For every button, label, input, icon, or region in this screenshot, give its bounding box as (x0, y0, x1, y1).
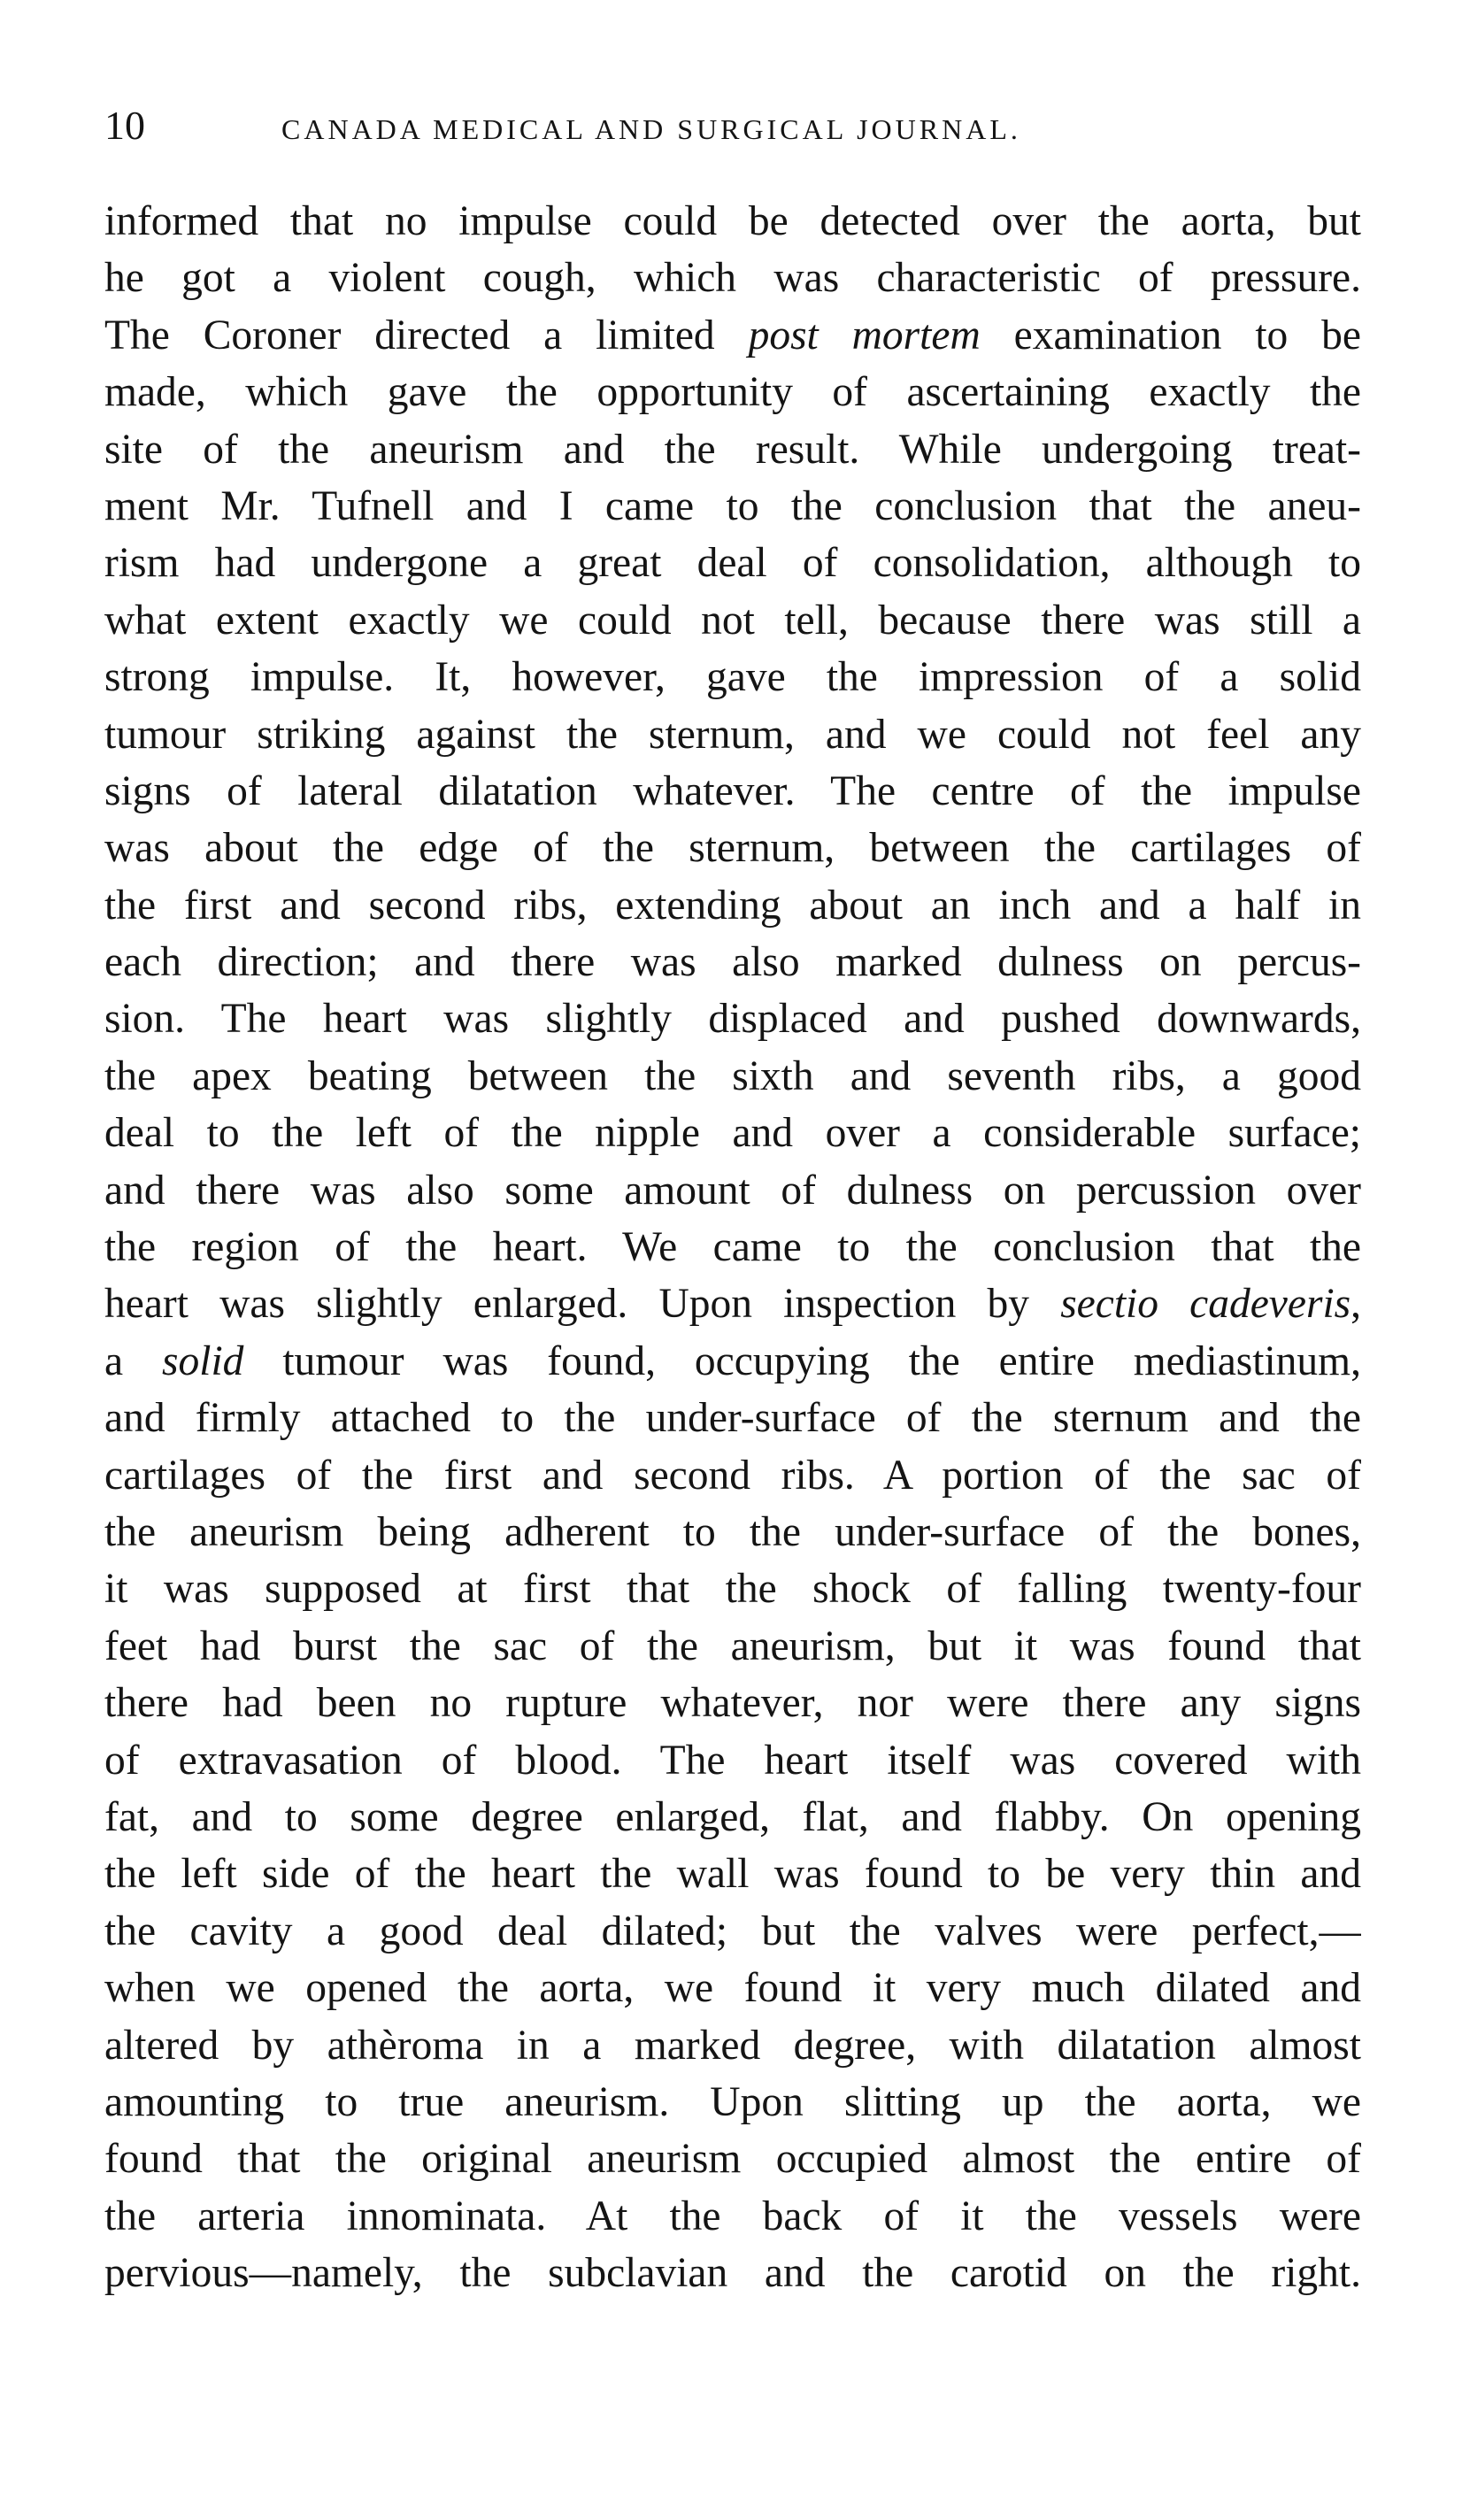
text-line: the first and second ribs, extending about an inch and a half in (104, 882, 1361, 929)
text-line: what extent exactly we could not tell, because there was still a (104, 597, 1361, 643)
text-line: feet had burst the sac of the aneurism, but it was found that (104, 1622, 1361, 1669)
text-line: the apex beating between the sixth and seventh ribs, a good (104, 1052, 1361, 1099)
text-line: ment Mr. Tufnell and I came to the conclusion that the aneu- (104, 482, 1361, 529)
text-line: he got a violent cough, which was characteristic of pressure. (104, 255, 1361, 302)
text-line: tumour striking against the sternum, and we could not feel any (104, 711, 1361, 758)
text-line: found that the original aneurism occupied almost the entire of (104, 2136, 1361, 2183)
text-line: heart was slightly enlarged. Upon inspection by sectio cadeveris, (104, 1281, 1361, 1328)
text-line: each direction; and there was also marked dulness on percus- (104, 939, 1361, 986)
text-line: of extravasation of blood. The heart itself was covered with (104, 1737, 1361, 1784)
page-number: 10 (104, 103, 145, 148)
text-line: amounting to true aneurism. Upon slitting up the aorta, we (104, 2078, 1361, 2125)
text-line: the cavity a good deal dilated; but the valves were perfect,— (104, 1907, 1361, 1954)
text-line: pervious—namely, the subclavian and the carotid on the right. (104, 2250, 1361, 2297)
text-line: strong impulse. It, however, gave the impression of a solid (104, 654, 1361, 701)
text-line: made, which gave the opportunity of ascertaining exactly the (104, 369, 1361, 416)
text-line: the region of the heart. We came to the conclusion that the (104, 1224, 1361, 1271)
text-line: site of the aneurism and the result. While undergoing treat- (104, 426, 1361, 473)
text-line: the aneurism being adherent to the under-surface of the bones, (104, 1508, 1361, 1555)
text-line: sion. The heart was slightly displaced and pushed downwards, (104, 996, 1361, 1043)
text-line: and there was also some amount of dulness on percussion over (104, 1167, 1361, 1214)
text-line: the left side of the heart the wall was found to be very thin and (104, 1851, 1361, 1898)
text-line: there had been no rupture whatever, nor were there any signs (104, 1680, 1361, 1727)
text-line: deal to the left of the nipple and over a considerable surface; (104, 1110, 1361, 1157)
text-line: the arteria innominata. At the back of it the vessels were (104, 2192, 1361, 2239)
text-line: signs of lateral dilatation whatever. The centre of the impulse (104, 767, 1361, 814)
text-line: it was supposed at first that the shock of falling twenty-four (104, 1566, 1361, 1613)
running-title: CANADA MEDICAL AND SURGICAL JOURNAL. (281, 113, 1021, 145)
text-line: when we opened the aorta, we found it very much dilated and (104, 1965, 1361, 2012)
text-line: rism had undergone a great deal of consolidation, although to (104, 540, 1361, 587)
text-line: cartilages of the first and second ribs. A portion of the sac of (104, 1452, 1361, 1499)
text-line: was about the edge of the sternum, between the cartilages of (104, 825, 1361, 872)
page-header (104, 99, 1379, 152)
text-line: fat, and to some degree enlarged, flat, and flabby. On opening (104, 1793, 1361, 1840)
text-line: informed that no impulse could be detected over the aorta, but (104, 198, 1361, 244)
text-line: The Coroner directed a limited post mortem examination to be (104, 312, 1361, 358)
body-text (104, 193, 1361, 2301)
text-line: and firmly attached to the under-surface of the sternum and the (104, 1395, 1361, 1442)
text-line: a solid tumour was found, occupying the entire mediastinum, (104, 1337, 1361, 1384)
text-line: altered by athèroma in a marked degree, with dilatation almost (104, 2022, 1361, 2069)
